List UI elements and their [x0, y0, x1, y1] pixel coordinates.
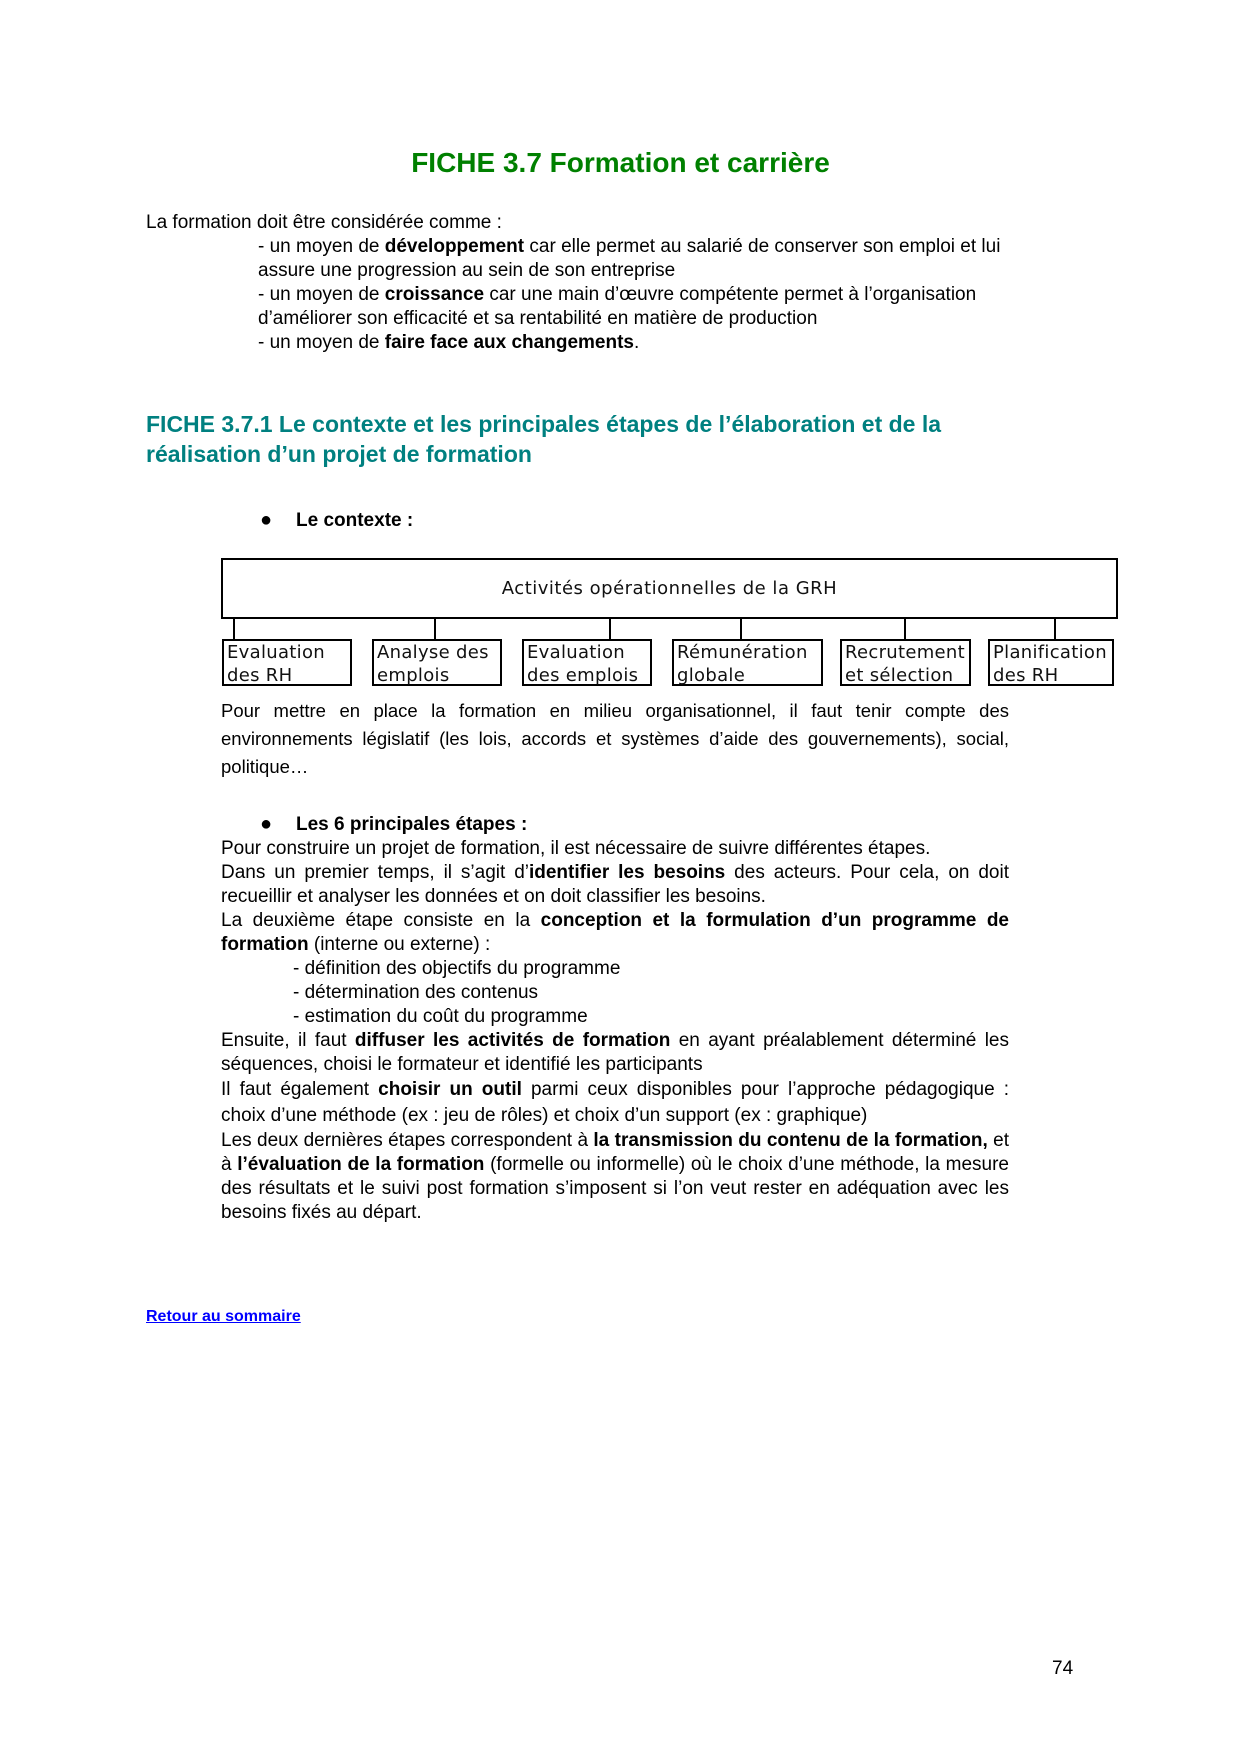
diagram-box: Recrutement et sélection: [840, 639, 971, 686]
diagram-connector: [434, 617, 436, 639]
bullet-icon: ●: [260, 509, 273, 531]
list-item: - un moyen de développement car elle permet au salarié de conserver son emploi et lui assure une progression au sein de son entreprise: [258, 236, 1001, 281]
list-item: - estimation du coût du programme: [293, 1006, 588, 1027]
diagram-box: Analyse des emplois: [372, 639, 502, 686]
page-title: FICHE 3.7 Formation et carrière: [411, 147, 830, 178]
list-item: - définition des objectifs du programme: [293, 958, 621, 979]
diagram-box: Evaluation des RH: [222, 639, 352, 686]
context-paragraph: Pour mettre en place la formation en milieu organisationnel, il faut tenir compte des environnements législatif (les lois, accords et systèmes d’aide des gouvernements), social, politique…: [221, 700, 1009, 777]
diagram-box: Planification des RH: [988, 639, 1114, 686]
grh-diagram: [221, 558, 1117, 698]
diagram-connector: [1054, 617, 1056, 639]
bullet-icon: ●: [260, 813, 273, 835]
intro-list: [258, 235, 1058, 355]
list-item: - détermination des contenus: [293, 982, 539, 1003]
page-number: 74: [1052, 1658, 1074, 1679]
diagram-box: Evaluation des emplois: [522, 639, 652, 686]
steps-bullet: ● Les 6 principales étapes :: [260, 813, 528, 835]
section-heading: FICHE 3.7.1 Le contexte et les principales étapes de l’élaboration et de la réalisation d’un projet de formation: [146, 411, 942, 467]
paragraph: Ensuite, il faut diffuser les activités de formation en ayant préalablement déterminé les séquences, choisi le formateur et identifié les participants: [221, 1030, 1009, 1075]
list-item: - un moyen de faire face aux changements.: [258, 332, 640, 353]
paragraph: Dans un premier temps, il s’agit d’identifier les besoins des acteurs. Pour cela, on doit recueillir et analyser les données et on doit classifier les besoins.: [221, 862, 1010, 907]
intro-lead: La formation doit être considérée comme :: [146, 212, 502, 233]
diagram-top-box: Activités opérationnelles de la GRH: [221, 558, 1118, 619]
steps-body: [221, 837, 1009, 1225]
list-item: - un moyen de croissance car une main d’œuvre compétente permet à l’organisation d’améliorer son efficacité et sa rentabilité en matière de production: [258, 284, 977, 329]
diagram-box: Rémunération globale: [672, 639, 823, 686]
paragraph: Il faut également choisir un outil parmi ceux disponibles pour l’approche pédagogique : choix d’une méthode (ex : jeu de rôles) et choix d’un support (ex : graphique): [221, 1079, 1009, 1126]
diagram-connector: [904, 617, 906, 639]
back-to-summary-link[interactable]: Retour au sommaire: [146, 1308, 301, 1325]
paragraph: Pour construire un projet de formation, il est nécessaire de suivre différentes étapes.: [221, 838, 931, 859]
diagram-connector: [740, 617, 742, 639]
diagram-connector: [609, 617, 611, 639]
context-bullet: ● Le contexte :: [260, 509, 414, 531]
paragraph: Les deux dernières étapes correspondent à la transmission du contenu de la formation, et à l’évaluation de la formation (formelle ou informelle) où le choix d’une méthode, la mesure des résultats et le suivi post formation s’imposent si l’on veut rester en adéquation avec les besoins fixés au départ.: [221, 1130, 1009, 1223]
paragraph: La deuxième étape consiste en la conception et la formulation d’un programme de formation (interne ou externe) :: [221, 910, 1009, 955]
diagram-connector: [233, 617, 235, 639]
